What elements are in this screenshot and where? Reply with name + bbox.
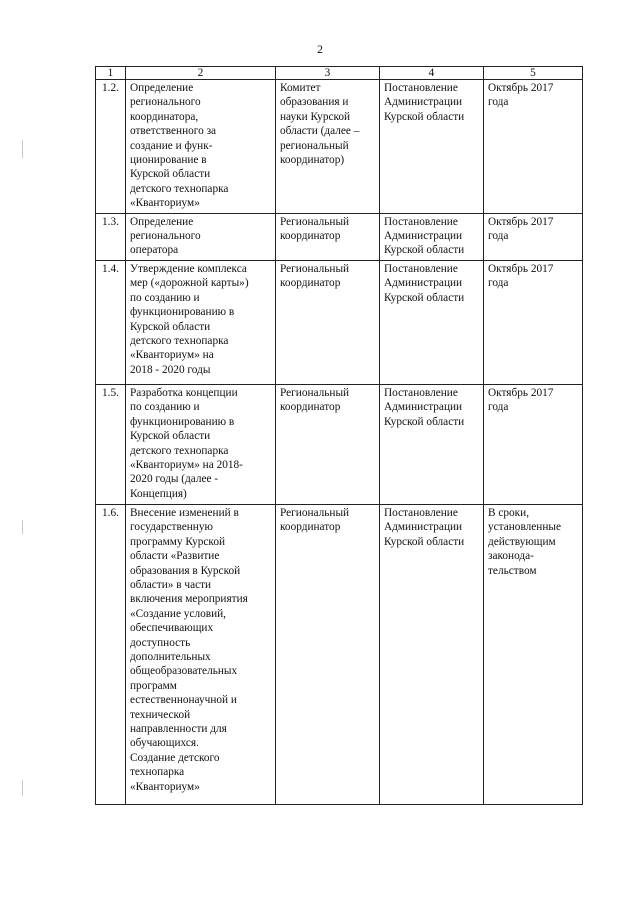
responsible-party-text: Региональный координатор [280, 386, 350, 414]
deadline [484, 384, 583, 504]
deadline-text: Октябрь 2017 года [488, 386, 554, 414]
deadline [484, 504, 583, 804]
measure-description-text: Определение регионального оператора [130, 215, 201, 257]
responsible-party [276, 260, 380, 384]
document-type [380, 213, 484, 260]
measure-description [126, 384, 276, 504]
responsible-party [276, 504, 380, 804]
header-cell: 5 [484, 67, 583, 80]
deadline-text: В сроки, установленные действующим законода- тельством [488, 506, 561, 577]
scan-margin-mark [22, 780, 23, 796]
document-type-text: Постановление Администрации Курской области [384, 386, 465, 428]
table-row [96, 384, 583, 504]
responsible-party-text: Региональный координатор [280, 262, 350, 290]
measure-description [126, 504, 276, 804]
deadline-text: Октябрь 2017 года [488, 215, 554, 243]
header-cell: 3 [276, 67, 380, 80]
measure-description [126, 213, 276, 260]
scan-margin-mark [22, 520, 23, 534]
header-cell: 1 [96, 67, 126, 80]
measure-description-text: Разработка концепции по созданию и функционированию в Курской области детского технопарка «Кванториум» на 2018- 2020 годы (далее - Концепция) [130, 386, 243, 500]
item-number: 1.6. [96, 504, 126, 804]
measure-description-text: Внесение изменений в государственную программу Курской области «Развитие образования в Курской области» в части включения мероприятия «Создание условий, обеспечивающих доступность дополнительных общеобразовательных программ естественнонаучной и технической направленности для обучающихся. Создание детского технопарка «Кванториум» [130, 506, 248, 793]
table-row [96, 504, 583, 804]
deadline [484, 213, 583, 260]
measure-description-text: Утверждение комплекса мер («дорожной карты») по созданию и функционированию в Курской области детского технопарка «Кванториум» на 2018 - 2020 годы [130, 262, 249, 376]
item-number: 1.4. [96, 260, 126, 384]
deadline [484, 260, 583, 384]
document-type [380, 384, 484, 504]
responsible-party [276, 384, 380, 504]
column-number-row [96, 67, 583, 80]
document-type-text: Постановление Администрации Курской области [384, 215, 465, 257]
deadline-text: Октябрь 2017 года [488, 82, 554, 109]
document-type-text: Постановление Администрации Курской области [384, 262, 465, 304]
responsible-party [276, 80, 380, 214]
header-cell: 2 [126, 67, 276, 80]
deadline [484, 80, 583, 214]
responsible-party [276, 213, 380, 260]
item-number: 1.3. [96, 213, 126, 260]
responsible-party-text: Региональный координатор [280, 215, 350, 243]
page-number: 2 [317, 42, 323, 56]
document-type-text: Постановление Администрации Курской области [384, 506, 465, 548]
responsible-party-text: Региональный координатор [280, 506, 350, 534]
responsible-party-text: Комитет образования и науки Курской области (далее – региональный координатор) [280, 82, 360, 167]
measure-description [126, 260, 276, 384]
document-type [380, 80, 484, 214]
table-row [96, 213, 583, 260]
measure-description [126, 80, 276, 214]
document-type-text: Постановление Администрации Курской области [384, 82, 465, 123]
table-row [96, 260, 583, 384]
item-number: 1.2. [96, 80, 126, 214]
header-cell: 4 [380, 67, 484, 80]
measure-description-text: Определение регионального координатора, ответственного за создание и функ- ционирование в Курской области детского технопарка «Кванториум» [130, 82, 229, 210]
document-type [380, 260, 484, 384]
table-row [96, 80, 583, 214]
scan-margin-mark [22, 140, 23, 158]
measures-table [95, 66, 583, 805]
deadline-text: Октябрь 2017 года [488, 262, 554, 290]
document-type [380, 504, 484, 804]
item-number: 1.5. [96, 384, 126, 504]
